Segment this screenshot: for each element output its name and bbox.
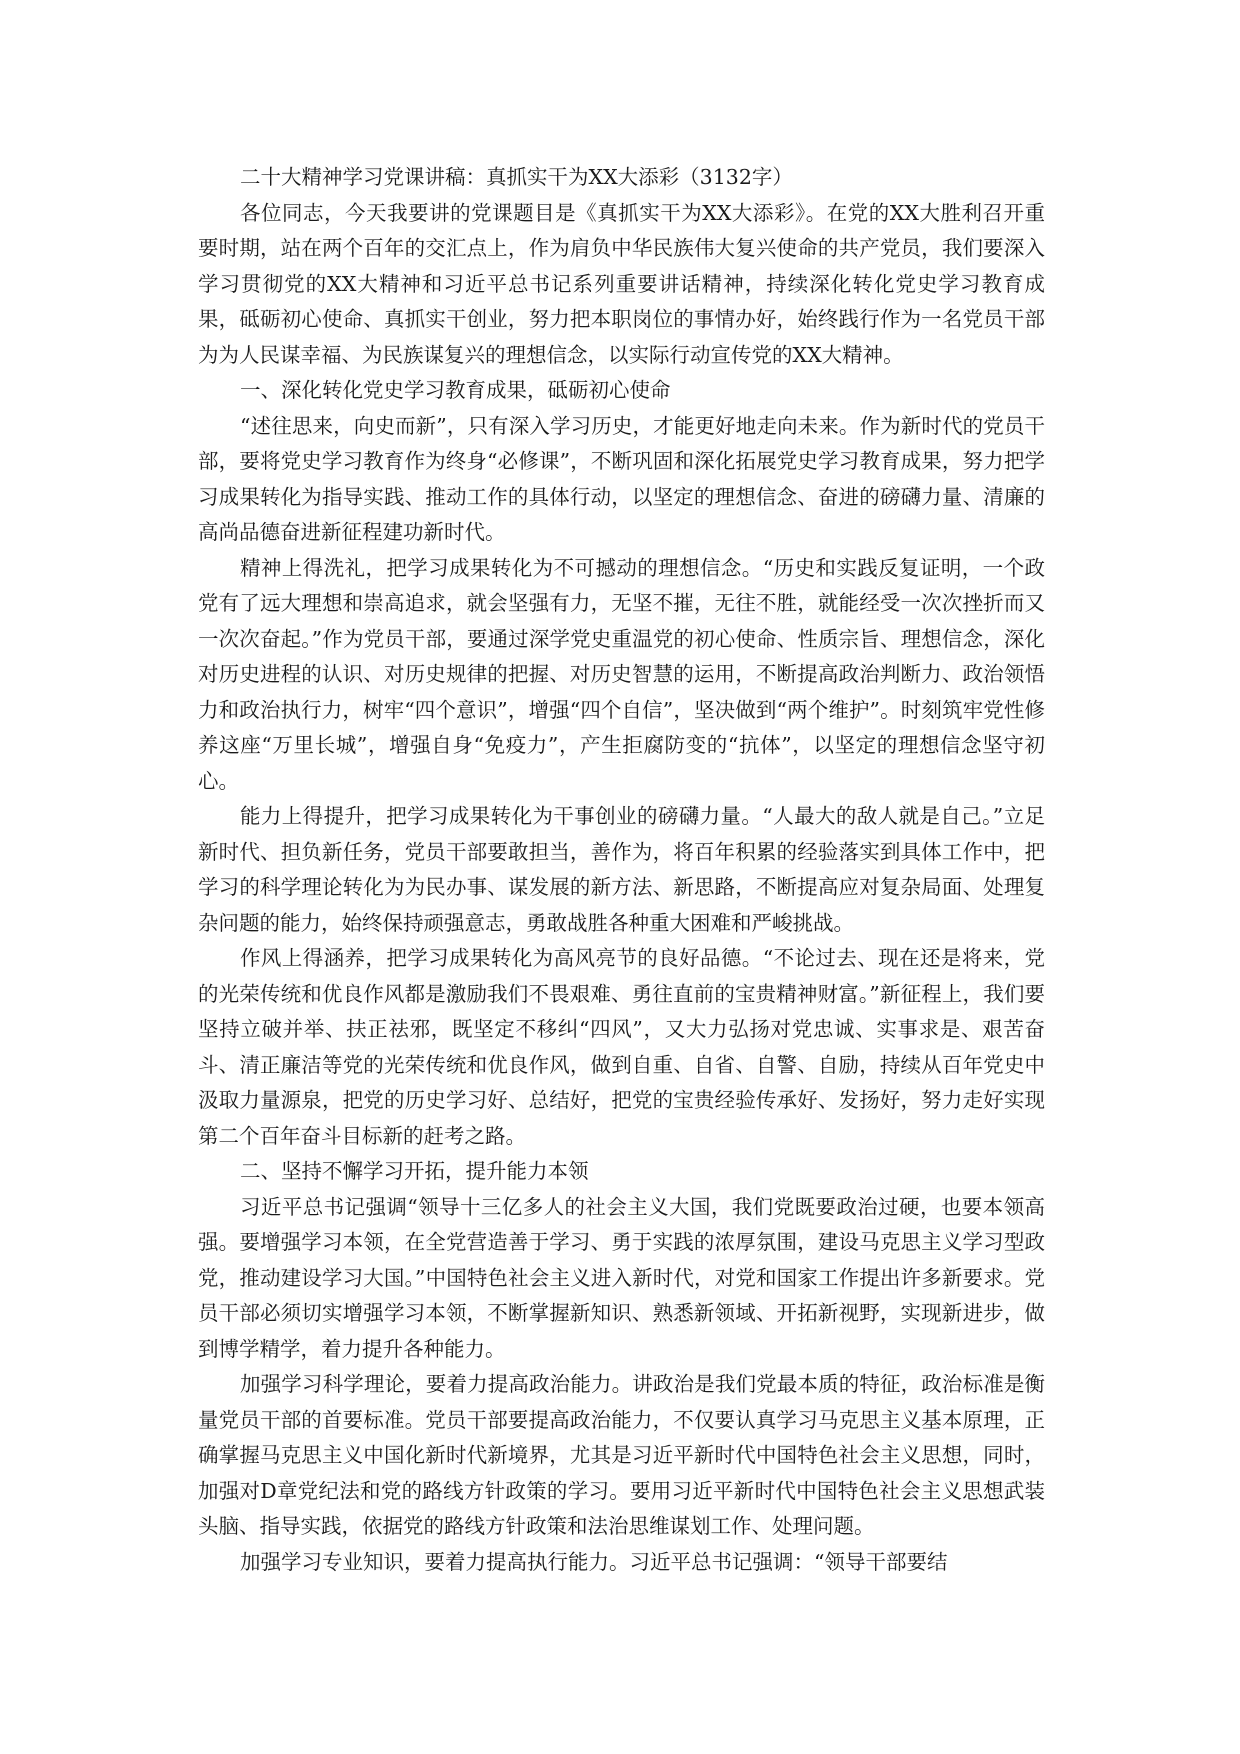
paragraph: 加强学习科学理论，要着力提高政治能力。讲政治是我们党最本质的特征，政治标准是衡量党员干部的首要标准。党员干部要提高政治能力，不仅要认真学习马克思主义基本原理，正确掌握马克思主义中国化新时代新境界，尤其是习近平新时代中国特色社会主义思想，同时，加强对D章党纪法和党的路线方针政策的学习。要用习近平新时代中国特色社会主义思想武装头脑、指导实践，依据党的路线方针政策和法治思维谋划工作、处理问题。 [198,1372,1045,1538]
section-heading-2: 二、坚持不懈学习开拓，提升能力本领 [240,1159,589,1183]
paragraph: 能力上得提升，把学习成果转化为干事创业的磅礴力量。“人最大的敌人就是自己。”立足新时代、担负新任务，党员干部要敢担当，善作为，将百年积累的经验落实到具体工作中，把学习的科学理论转化为为民办事、谋发展的新方法、新思路，不断提高应对复杂局面、处理复杂问题的能力，始终保持顽强意志，勇敢战胜各种重大困难和严峻挑战。 [198,804,1045,935]
section-heading-1: 一、深化转化党史学习教育成果，砥砺初心使命 [240,378,671,402]
paragraph: 精神上得洗礼，把学习成果转化为不可撼动的理想信念。“历史和实践反复证明，一个政党有了远大理想和崇高追求，就会坚强有力，无坚不摧，无往不胜，就能经受一次次挫折而又一次次奋起。”作为党员干部，要通过深学党史重温党的初心使命、性质宗旨、理想信念，深化对历史进程的认识、对历史规律的把握、对历史智慧的运用，不断提高政治判断力、政治领悟力和政治执行力，树牢“四个意识”，增强“四个自信”，坚决做到“两个维护”。时刻筑牢党性修养这座“万里长城”，增强自身“免疫力”，产生拒腐防变的“抗体”，以坚定的理想信念坚守初心。 [198,555,1045,793]
paragraph: 作风上得涵养，把学习成果转化为高风亮节的良好品德。“不论过去、现在还是将来，党的光荣传统和优良作风都是激励我们不畏艰难、勇往直前的宝贵精神财富。”新征程上，我们要坚持立破并举、扶正祛邪，既坚定不移纠“四风”，又大力弘扬对党忠诚、实事求是、艰苦奋斗、清正廉洁等党的光荣传统和优良作风，做到自重、自省、自警、自励，持续从百年党史中汲取力量源泉，把党的历史学习好、总结好，把党的宝贵经验传承好、发扬好，努力走好实现第二个百年奋斗目标新的赶考之路。 [198,946,1045,1148]
paragraph: 加强学习专业知识，要着力提高执行能力。习近平总书记强调：“领导干部要结 [240,1549,948,1574]
paragraph: “述往思来，向史而新”，只有深入学习历史，才能更好地走向未来。作为新时代的党员干部，要将党史学习教育作为终身“必修课”，不断巩固和深化拓展党史学习教育成果，努力把学习成果转化为指导实践、推动工作的具体行动，以坚定的理想信念、奋进的磅礴力量、清廉的高尚品德奋进新征程建功新时代。 [198,413,1045,544]
document-title: 二十大精神学习党课讲稿：真抓实干为XX大添彩（3132字） [240,165,793,189]
paragraph-intro: 各位同志，今天我要讲的党课题目是《真抓实干为XX大添彩》。在党的XX大胜利召开重要时期，站在两个百年的交汇点上，作为肩负中华民族伟大复兴使命的共产党员，我们要深入学习贯彻党的XX大精神和习近平总书记系列重要讲话精神，持续深化转化党史学习教育成果，砥砺初心使命、真抓实干创业，努力把本职岗位的事情办好，始终践行作为一名党员干部为为人民谋幸福、为民族谋复兴的理想信念，以实际行动宣传党的XX大精神。 [198,200,1045,367]
paragraph: 习近平总书记强调“领导十三亿多人的社会主义大国，我们党既要政治过硬，也要本领高强。要增强学习本领，在全党营造善于学习、勇于实践的浓厚氛围，建设马克思主义学习型政党，推动建设学习大国。”中国特色社会主义进入新时代，对党和国家工作提出许多新要求。党员干部必须切实增强学习本领，不断掌握新知识、熟悉新领域、开拓新视野，实现新进步，做到博学精学，着力提升各种能力。 [198,1194,1045,1361]
document-body [198,160,1045,1580]
